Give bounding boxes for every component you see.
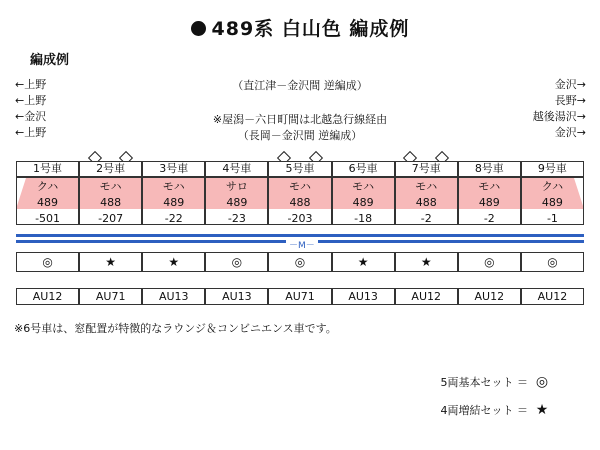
car-series-5: 488 [289,196,311,209]
car-number-9: 9号車 [521,161,584,177]
car-serial-7: -2 [420,212,432,225]
air-conditioner-2: AU71 [79,288,142,305]
star-icon: ★ [142,252,205,272]
car-series-8: 489 [478,196,500,209]
car-type-9: クハ [541,180,564,193]
double-circle-icon: ◎ [535,374,549,390]
car-type-7: モハ [415,180,438,193]
star-icon: ★ [395,252,458,272]
car-type-1: クハ [36,180,59,193]
destinations-right [533,77,586,141]
air-conditioner-8: AU12 [458,288,521,305]
car-serial-9: -1 [546,212,558,225]
destination-left-2: ←上野 [15,94,47,107]
legend-basic-label: 5両基本セット ＝ [440,376,528,389]
air-conditioner-1: AU12 [16,288,79,305]
car-number-2: 2号車 [79,161,142,177]
double-circle-icon: ◎ [458,252,521,272]
car-type-8: モハ [478,180,501,193]
legend-extension-label: 4両増結セット ＝ [440,404,528,417]
air-conditioner-4: AU13 [205,288,268,305]
car-serial-8: -2 [483,212,495,225]
blue-stripe-upper [16,234,584,237]
legend-extension-set [441,402,553,418]
bullet-dot-icon [191,21,206,36]
car-serial-5: -203 [287,212,313,225]
footnote: ※6号車は、窓配置が特徴的なラウンジ＆コンビニエンス車です。 [14,322,337,335]
destination-right-1: 金沢→ [554,78,586,91]
route-note-3: （長岡－金沢間 逆編成） [237,129,363,142]
double-circle-icon: ◎ [521,252,584,272]
destination-right-2: 長野→ [554,94,586,107]
car-number-7: 7号車 [395,161,458,177]
car-series-2: 488 [100,196,122,209]
car-number-5: 5号車 [268,161,331,177]
car-type-3: モハ [162,180,185,193]
car-series-7: 488 [415,196,437,209]
air-conditioner-9: AU12 [521,288,584,305]
car-number-8: 8号車 [458,161,521,177]
car-serial-6: -18 [354,212,373,225]
car-serial-1: -501 [35,212,61,225]
car-type-2: モハ [99,180,122,193]
double-circle-icon: ◎ [268,252,331,272]
page-title [0,14,600,41]
star-icon: ★ [535,402,549,418]
star-icon: ★ [332,252,395,272]
motor-label: －M－ [286,238,318,251]
car-number-6: 6号車 [332,161,395,177]
air-conditioner-7: AU12 [395,288,458,305]
destination-left-3: ←金沢 [15,110,47,123]
route-note-1: （直江津－金沢間 逆編成） [232,79,368,92]
car-number-1: 1号車 [16,161,79,177]
route-note-2: ※屋潟－六日町間は北越急行線経由 [212,113,388,126]
destinations-left [15,77,46,141]
section-label: 編成例 [30,53,70,68]
air-conditioner-3: AU13 [142,288,205,305]
car-serial-4: -23 [227,212,246,225]
air-conditioner-5: AU71 [268,288,331,305]
train-formation [16,161,584,308]
double-circle-icon: ◎ [205,252,268,272]
car-serial-2: -207 [98,212,124,225]
car-series-1: 489 [37,196,59,209]
car-type-5: モハ [288,180,311,193]
car-serial-3: -22 [164,212,183,225]
title-text: 489系 白山色 編成例 [211,18,410,40]
car-series-9: 489 [541,196,563,209]
car-series-3: 489 [163,196,185,209]
destination-left-4: ←上野 [15,126,47,139]
car-series-6: 489 [352,196,374,209]
car-type-4: サロ [225,180,248,193]
star-icon: ★ [79,252,142,272]
destination-left-1: ←上野 [15,78,47,91]
destination-right-4: 金沢→ [554,126,586,139]
car-series-4: 489 [226,196,248,209]
legend-basic-set [441,374,553,390]
car-number-3: 3号車 [142,161,205,177]
car-number-4: 4号車 [205,161,268,177]
car-type-6: モハ [352,180,375,193]
destination-right-3: 越後湯沢→ [532,110,586,123]
double-circle-icon: ◎ [16,252,79,272]
air-conditioner-6: AU13 [332,288,395,305]
